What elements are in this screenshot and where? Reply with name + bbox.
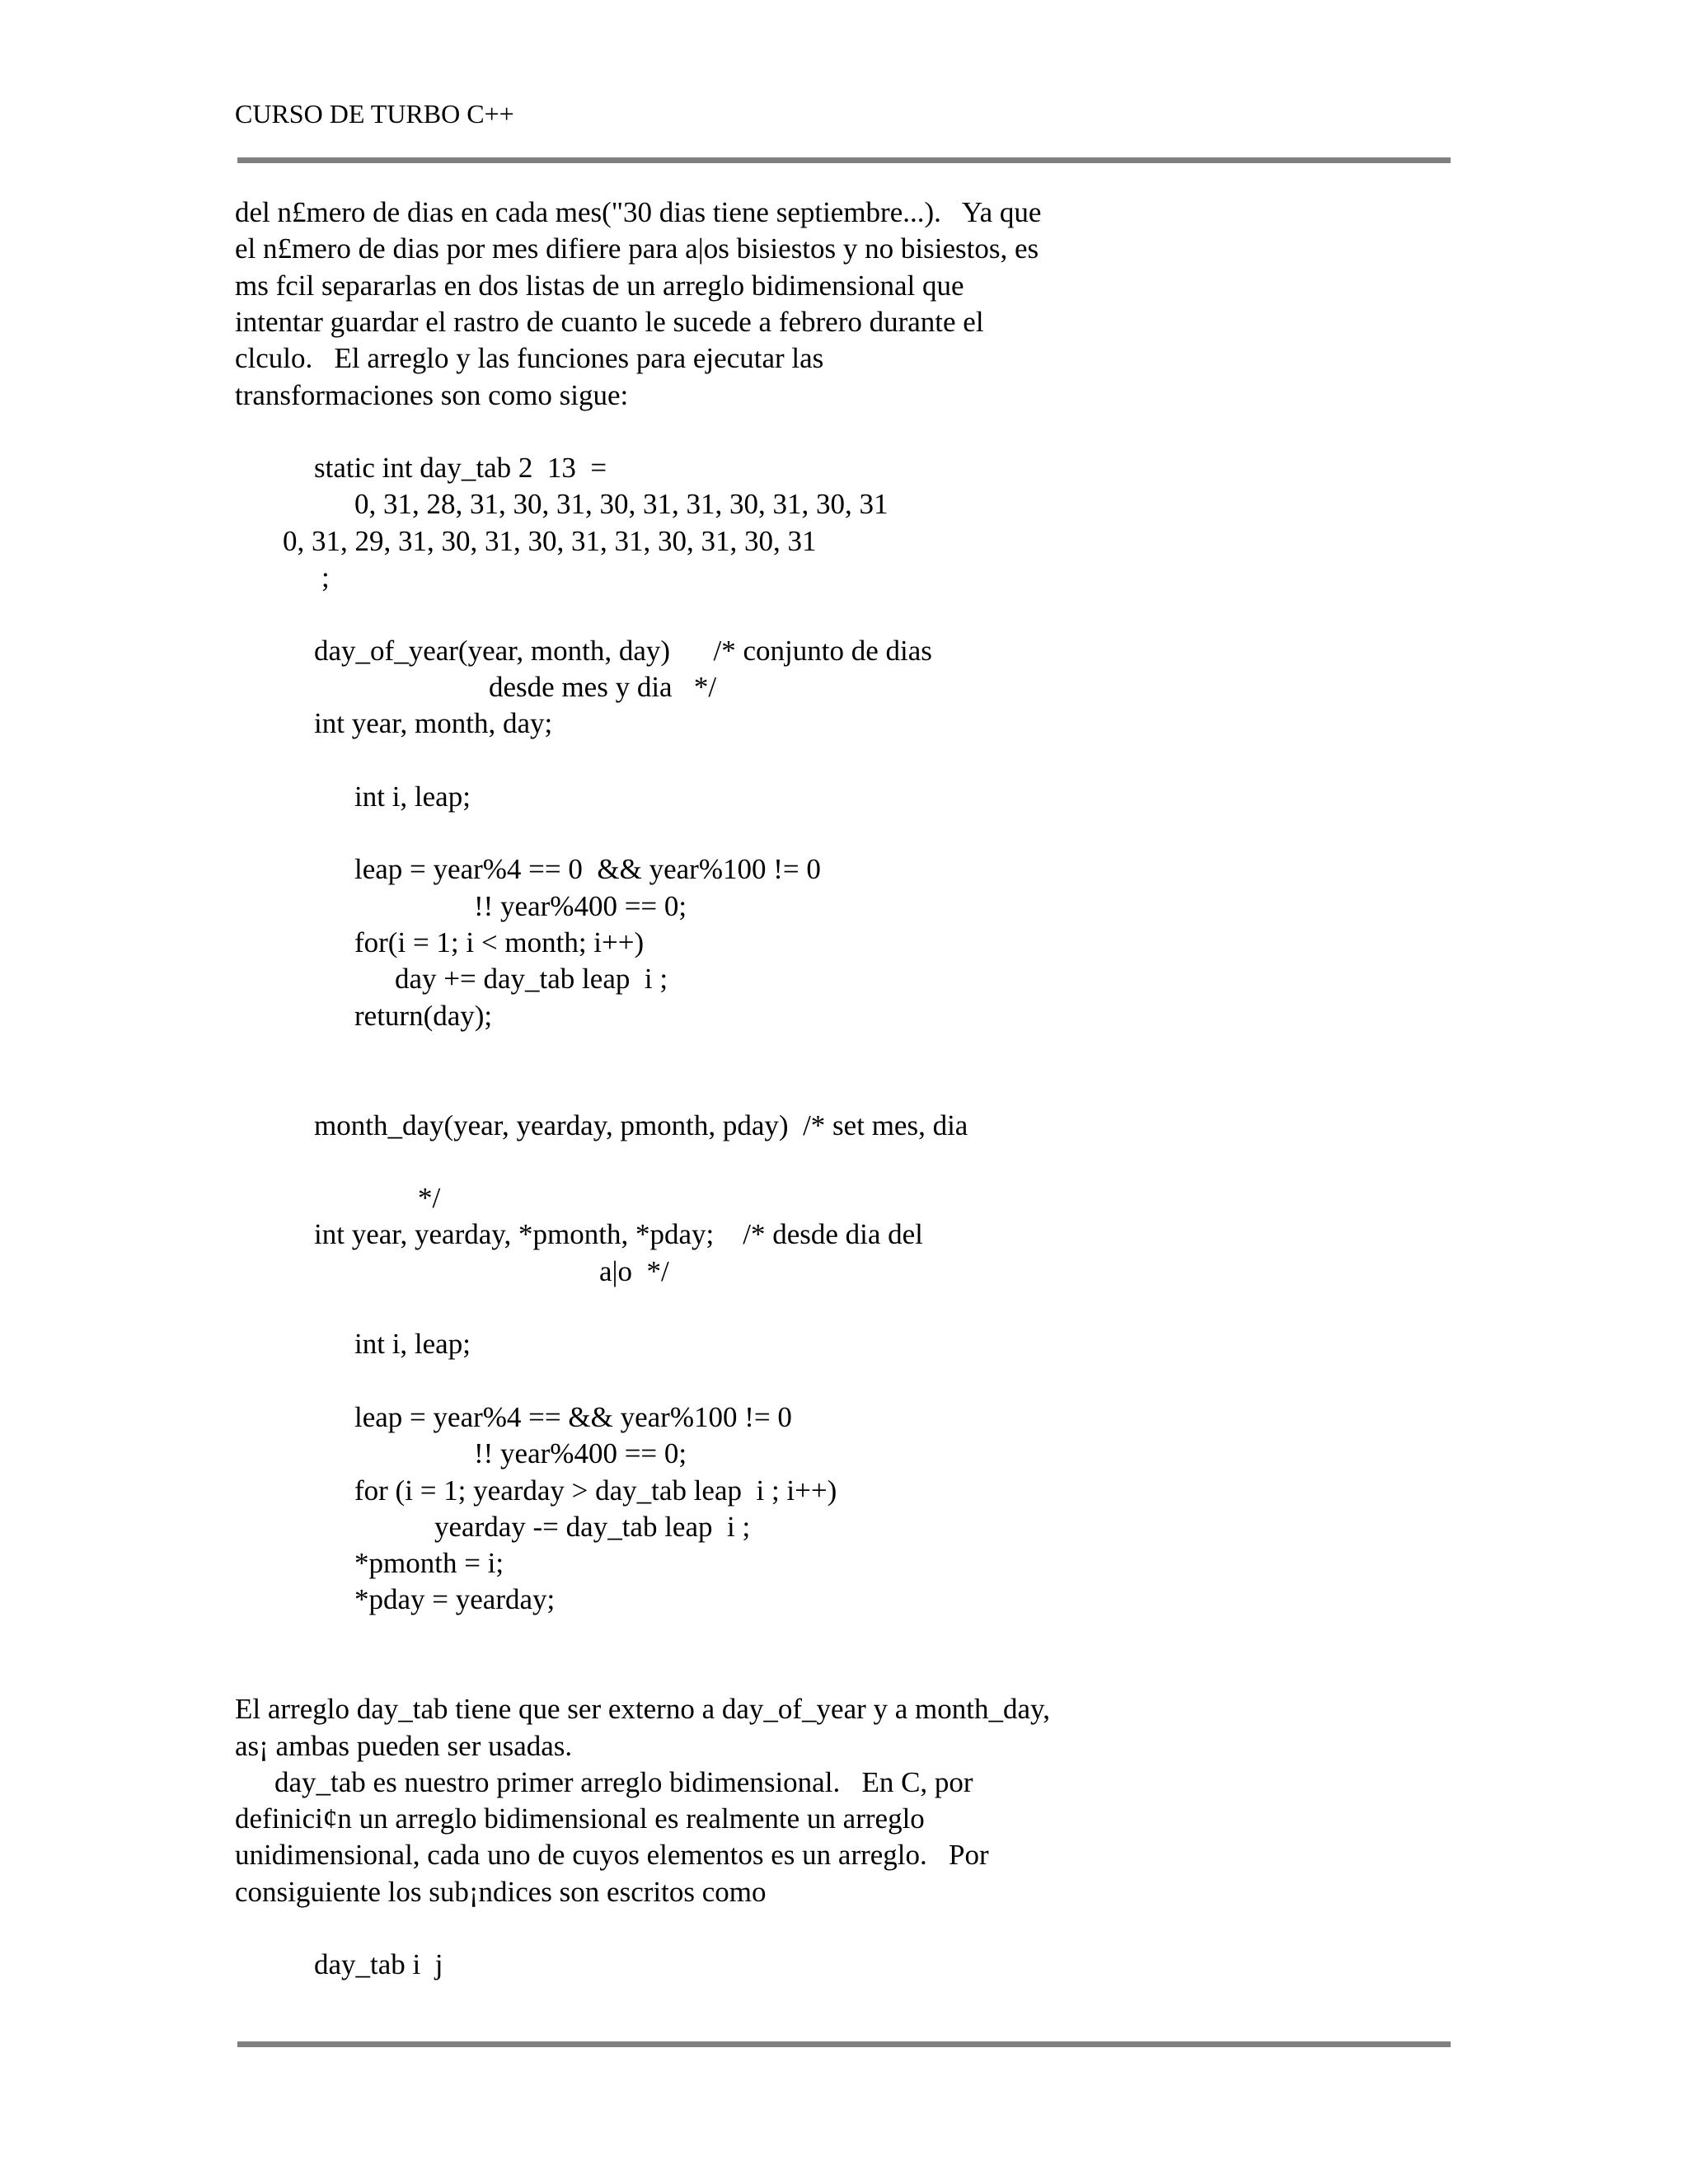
text-line: el n£mero de dias por mes difiere para a|os bisiestos y no bisiestos, es — [235, 232, 1039, 265]
text-line: transformaciones son como sigue: — [235, 379, 629, 411]
running-header: CURSO DE TURBO C++ — [235, 99, 514, 129]
code-line: 0, 31, 29, 31, 30, 31, 30, 31, 31, 30, 31, 30, 31 — [283, 525, 817, 557]
code-line: int i, leap; — [354, 1328, 471, 1360]
text-line: unidimensional, cada uno de cuyos elementos es un arreglo. Por — [235, 1839, 989, 1871]
code-line: a|o */ — [599, 1255, 669, 1287]
code-line: day_of_year(year, month, day) /* conjunto de dias — [314, 635, 932, 667]
code-line: leap = year%4 == 0 && year%100 != 0 — [354, 853, 821, 885]
code-line: day += day_tab leap i ; — [395, 963, 668, 995]
code-line: day_tab es nuestro primer arreglo bidimensional. En C, por — [274, 1766, 973, 1798]
code-line: ; — [321, 561, 330, 593]
text-line: as¡ ambas pueden ser usadas. — [235, 1730, 573, 1762]
code-line: leap = year%4 == && year%100 != 0 — [354, 1401, 792, 1433]
code-line: return(day); — [354, 1000, 493, 1032]
code-line: day_tab i j — [314, 1948, 443, 1980]
code-line: yearday -= day_tab leap i ; — [434, 1511, 751, 1543]
code-line: !! year%400 == 0; — [474, 1437, 687, 1469]
footer-rule — [237, 2041, 1451, 2047]
code-line: int i, leap; — [354, 780, 471, 813]
text-line: del n£mero de dias en cada mes("30 dias tiene septiembre...). Ya que — [235, 196, 1042, 228]
text-line: ms fcil separarlas en dos listas de un arreglo bidimensional que — [235, 269, 964, 302]
code-line: *pmonth = i; — [354, 1547, 504, 1579]
code-line: desde mes y dia */ — [489, 671, 717, 703]
code-line: static int day_tab 2 13 = — [314, 452, 607, 484]
code-line: for (i = 1; yearday > day_tab leap i ; i++) — [354, 1474, 837, 1507]
code-line: month_day(year, yearday, pmonth, pday) /* set mes, dia — [314, 1109, 968, 1141]
text-line: consiguiente los sub¡ndices son escritos como — [235, 1876, 767, 1908]
code-line: !! year%400 == 0; — [474, 890, 687, 922]
text-line: El arreglo day_tab tiene que ser externo a day_of_year y a month_day, — [235, 1693, 1051, 1725]
text-line: clculo. El arreglo y las funciones para ejecutar las — [235, 342, 824, 374]
text-line: definici¢n un arreglo bidimensional es realmente un arreglo — [235, 1802, 925, 1835]
text-line: intentar guardar el rastro de cuanto le sucede a febrero durante el — [235, 306, 984, 338]
code-line: int year, yearday, *pmonth, *pday; /* desde dia del — [314, 1218, 923, 1250]
code-line: *pday = yearday; — [354, 1583, 556, 1615]
code-line: 0, 31, 28, 31, 30, 31, 30, 31, 31, 30, 31, 30, 31 — [354, 488, 889, 520]
header-rule — [237, 157, 1451, 163]
code-line: int year, month, day; — [314, 707, 553, 739]
code-line: */ — [418, 1182, 441, 1214]
code-line: for(i = 1; i < month; i++) — [354, 926, 645, 958]
